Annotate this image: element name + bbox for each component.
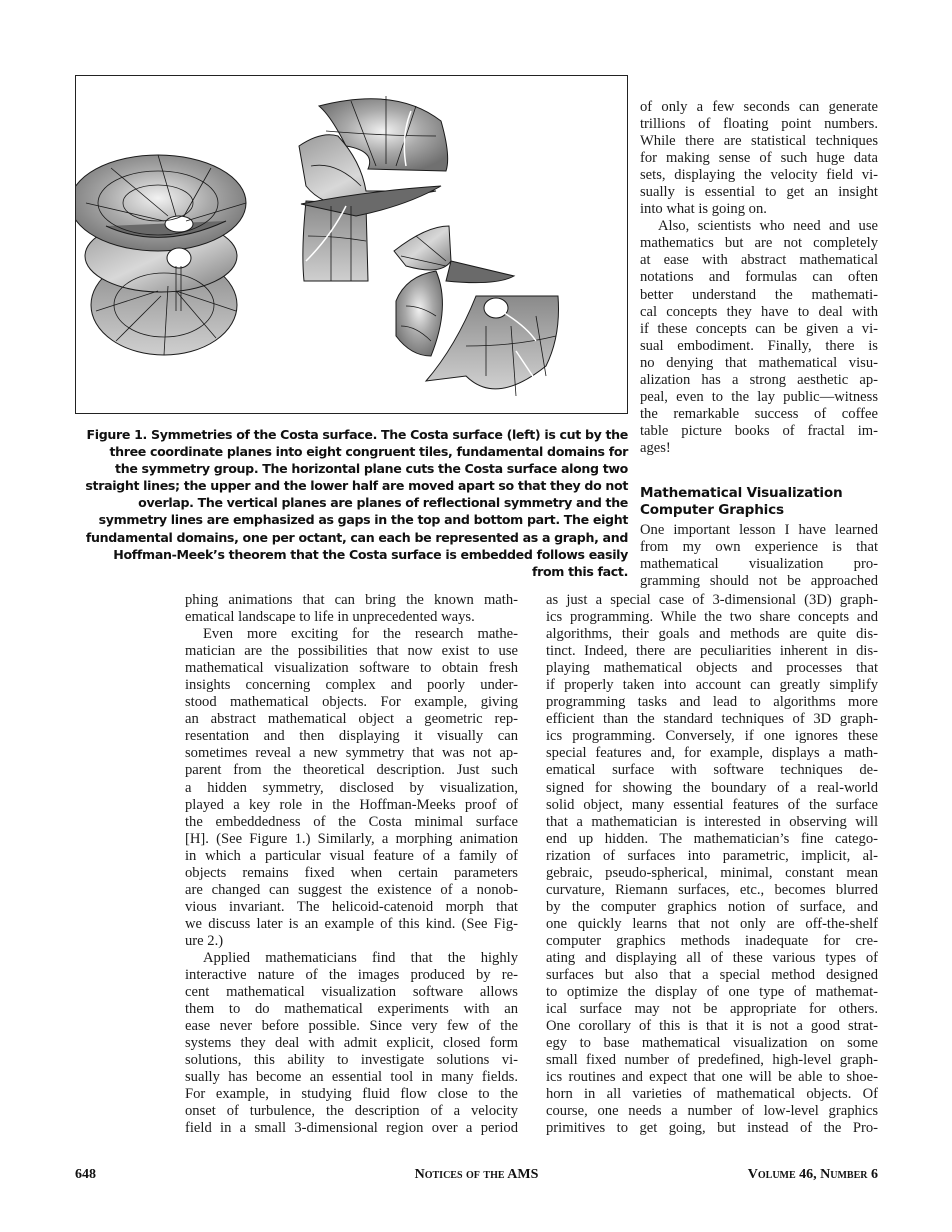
text-line: into what is going on.	[640, 201, 767, 218]
text-line: horn in all varieties of mathematical objects. Of	[546, 1086, 878, 1103]
text-line: mathematics but are not completely	[640, 235, 878, 252]
text-line: no denying that mathematical visu-	[640, 354, 878, 371]
text-line: to optimize the display of one type of mathemat-	[546, 984, 878, 1001]
section-heading-line: Computer Graphics	[640, 502, 784, 518]
caption-line: symmetry lines are emphasized as gaps in the top and bottom part. The eight	[98, 512, 628, 528]
caption-line: Figure 1. Symmetries of the Costa surface. The Costa surface (left) is cut by the	[86, 427, 628, 442]
text-line: parent from the theoretical description. Just such	[185, 762, 518, 779]
text-line: egy to base mathematical visualization on some	[546, 1035, 878, 1052]
text-line: in which a particular visual feature of a family of	[185, 847, 518, 864]
text-line: sually has become an essential tool in many fields.	[185, 1069, 518, 1086]
caption-line: straight lines; the upper and the lower half are moved apart so that they do not	[85, 478, 628, 494]
text-line: ics routines and expect that one will be able to shoe-	[546, 1069, 878, 1086]
text-line: efficient than the standard techniques of 3D graph-	[546, 711, 878, 728]
volume-issue: Volume 46, Number 6	[747, 1167, 878, 1182]
text-line: programming tasks and lead to algorithms more	[546, 694, 878, 711]
caption-line: overlap. The vertical planes are planes of reflectional symmetry and the	[138, 495, 628, 511]
text-line: matician are the possibilities that now exist to use	[185, 643, 518, 660]
text-line: we discuss later is an example of this kind. (See Fig-	[185, 915, 518, 932]
costa-fundamental-domains-lower	[394, 226, 559, 396]
text-line: signed for showing the boundary of a real-world	[546, 779, 878, 796]
text-line: ical surface may not be appropriate for others.	[546, 1001, 878, 1018]
caption-line: Hoffman-Meek’s theorem that the Costa surface is embedded follows easily	[113, 546, 628, 562]
text-line: the embeddedness of the Costa minimal surface	[185, 813, 518, 830]
text-line: the remarkable success of coffee	[640, 405, 878, 422]
text-line: Even more exciting for the research mathe-	[203, 626, 518, 643]
text-line: them to do mathematical experiments with an	[185, 1001, 518, 1018]
section-intro-text	[640, 522, 878, 590]
text-line: phing animations that can bring the known math-	[185, 592, 518, 608]
text-line: resentation and then displaying it visually can	[185, 728, 518, 745]
text-line: computer graphics methods inadequate for cre-	[546, 932, 878, 949]
text-line: mathematical visualization software to obtain fresh	[185, 660, 518, 677]
text-line: table picture books of fractal im-	[640, 422, 878, 439]
text-line: by the computer graphics notion of surface, and	[546, 898, 878, 915]
text-line: interactive nature of the images produced by re-	[185, 967, 518, 984]
text-line: cal concepts they have to deal with	[640, 303, 878, 320]
text-line: ics programming. While the two share concepts and	[546, 609, 878, 626]
text-line: end up hidden. The mathematician’s fine catego-	[546, 830, 878, 847]
text-line: trillions of floating point numbers.	[640, 116, 878, 133]
text-line: sual embodiment. Finally, there is	[640, 337, 878, 354]
text-line: special features and, for example, displays a math-	[546, 745, 878, 762]
text-line: played a key role in the Hoffman-Meeks proof of	[185, 796, 518, 813]
text-line: Applied mathematicians find that the highly	[203, 949, 518, 966]
text-line: if properly taken into account can greatly simplify	[546, 677, 878, 694]
page-footer	[75, 1167, 878, 1187]
section-heading	[640, 485, 885, 519]
caption-line: fundamental domains, one per octant, can each be represented as a graph, and	[85, 529, 628, 545]
caption-line: three coordinate planes into eight congruent tiles, fundamental domains for	[109, 444, 628, 460]
text-line: peal, even to the lay public—witness	[640, 388, 878, 405]
right-column-top-text	[640, 99, 878, 457]
right-column-bottom-text	[546, 592, 878, 1138]
text-line: ematical landscape to life in unprecedented ways.	[185, 609, 475, 626]
text-line: rization of surfaces into parametric, implicit, al-	[546, 847, 878, 864]
page-number: 648	[75, 1167, 96, 1182]
text-line: if these concepts can be given a vi-	[640, 320, 878, 337]
figure-1-costa-surface	[75, 75, 628, 414]
text-line: surfaces but also that a special method designed	[546, 967, 878, 984]
text-line: gramming should not be approached	[640, 573, 878, 590]
text-line: ating and displaying all of these various types of	[546, 949, 878, 966]
text-line: objects remains fixed when certain parameters	[185, 864, 518, 881]
text-line: ure 2.)	[185, 932, 224, 949]
text-line: from my own experience is that	[640, 539, 878, 556]
text-line: gebraic, pseudo-spherical, minimal, constant mean	[546, 864, 878, 881]
text-line: insights concerning complex and poorly under-	[185, 677, 518, 694]
text-line: For example, in studying fluid flow close to the	[185, 1086, 518, 1103]
text-line: of only a few seconds can generate	[640, 99, 878, 115]
text-line: playing mathematical objects and processes that	[546, 660, 878, 677]
text-line: primitives to get going, but instead of the Pro-	[546, 1120, 878, 1137]
text-line: Also, scientists who need and use	[658, 218, 878, 235]
text-line: alization has a strong aesthetic ap-	[640, 371, 878, 388]
text-line: notations and formulas can often	[640, 269, 878, 286]
costa-surface-whole	[76, 155, 246, 355]
journal-name: Notices of the AMS	[414, 1167, 539, 1182]
text-line: better understand the mathemati-	[640, 286, 878, 303]
caption-line: from this fact.	[531, 563, 628, 579]
text-line: small fixed number of predefined, high-level graph-	[546, 1052, 878, 1069]
text-line: [H]. (See Figure 1.) Similarly, a morphing animation	[185, 830, 518, 847]
text-line: for making sense of such huge data	[640, 150, 878, 167]
text-line: ematical surface with software techniques de-	[546, 762, 878, 779]
text-line: vious invariant. The helicoid-catenoid morph that	[185, 898, 518, 915]
text-line: ease never before possible. Since very few of the	[185, 1018, 518, 1035]
text-line: solutions, this ability to investigate solutions vi-	[185, 1052, 518, 1069]
left-column-text	[185, 592, 518, 1138]
text-line: onset of turbulence, the description of a velocity	[185, 1103, 518, 1120]
caption-line: the symmetry group. The horizontal plane cuts the Costa surface along two	[115, 461, 628, 477]
text-line: that a mathematician is interested in observing will	[546, 813, 878, 830]
text-line: sometimes reveal a new symmetry that was not ap-	[185, 745, 518, 762]
text-line: ages!	[640, 439, 671, 456]
text-line: sually is essential to get an insight	[640, 184, 878, 201]
text-line: stood mathematical objects. For example, giving	[185, 694, 518, 711]
text-line: algorithms, their goals and methods are quite dis-	[546, 626, 878, 643]
text-line: mathematical visualization pro-	[640, 556, 878, 573]
text-line: One important lesson I have learned	[640, 522, 878, 538]
text-line: field in a small 3-dimensional region over a period	[185, 1120, 518, 1137]
text-line: sets, displaying the velocity field vi-	[640, 167, 878, 184]
text-line: a hidden symmetry, disclosed by visualization,	[185, 779, 518, 796]
figure-caption	[78, 426, 628, 580]
text-line: an abstract mathematical object a geometric rep-	[185, 711, 518, 728]
text-line: curvature, Riemann surfaces, etc., becomes blurred	[546, 881, 878, 898]
text-line: cent mathematical visualization software allows	[185, 984, 518, 1001]
text-line: course, one needs a number of low-level graphics	[546, 1103, 878, 1120]
text-line: at ease with abstract mathematical	[640, 252, 878, 269]
text-line: tinct. Indeed, there are peculiarities inherent in dis-	[546, 643, 878, 660]
text-line: While there are statistical techniques	[640, 133, 878, 150]
text-line: are changed can suggest the existence of a nonob-	[185, 881, 518, 898]
text-line: systems they deal with admit explicit, closed form	[185, 1035, 518, 1052]
costa-surface-illustration	[76, 76, 629, 415]
text-line: as just a special case of 3-dimensional (3D) graph-	[546, 592, 878, 608]
text-line: solid object, many essential features of the surface	[546, 796, 878, 813]
text-line: one quickly learns that not only are off-the-shelf	[546, 915, 878, 932]
section-heading-line: Mathematical Visualization	[640, 485, 843, 501]
text-line: ics programming. Conversely, if one ignores these	[546, 728, 878, 745]
text-line: One corollary of this is that it is not a good strat-	[546, 1018, 878, 1035]
